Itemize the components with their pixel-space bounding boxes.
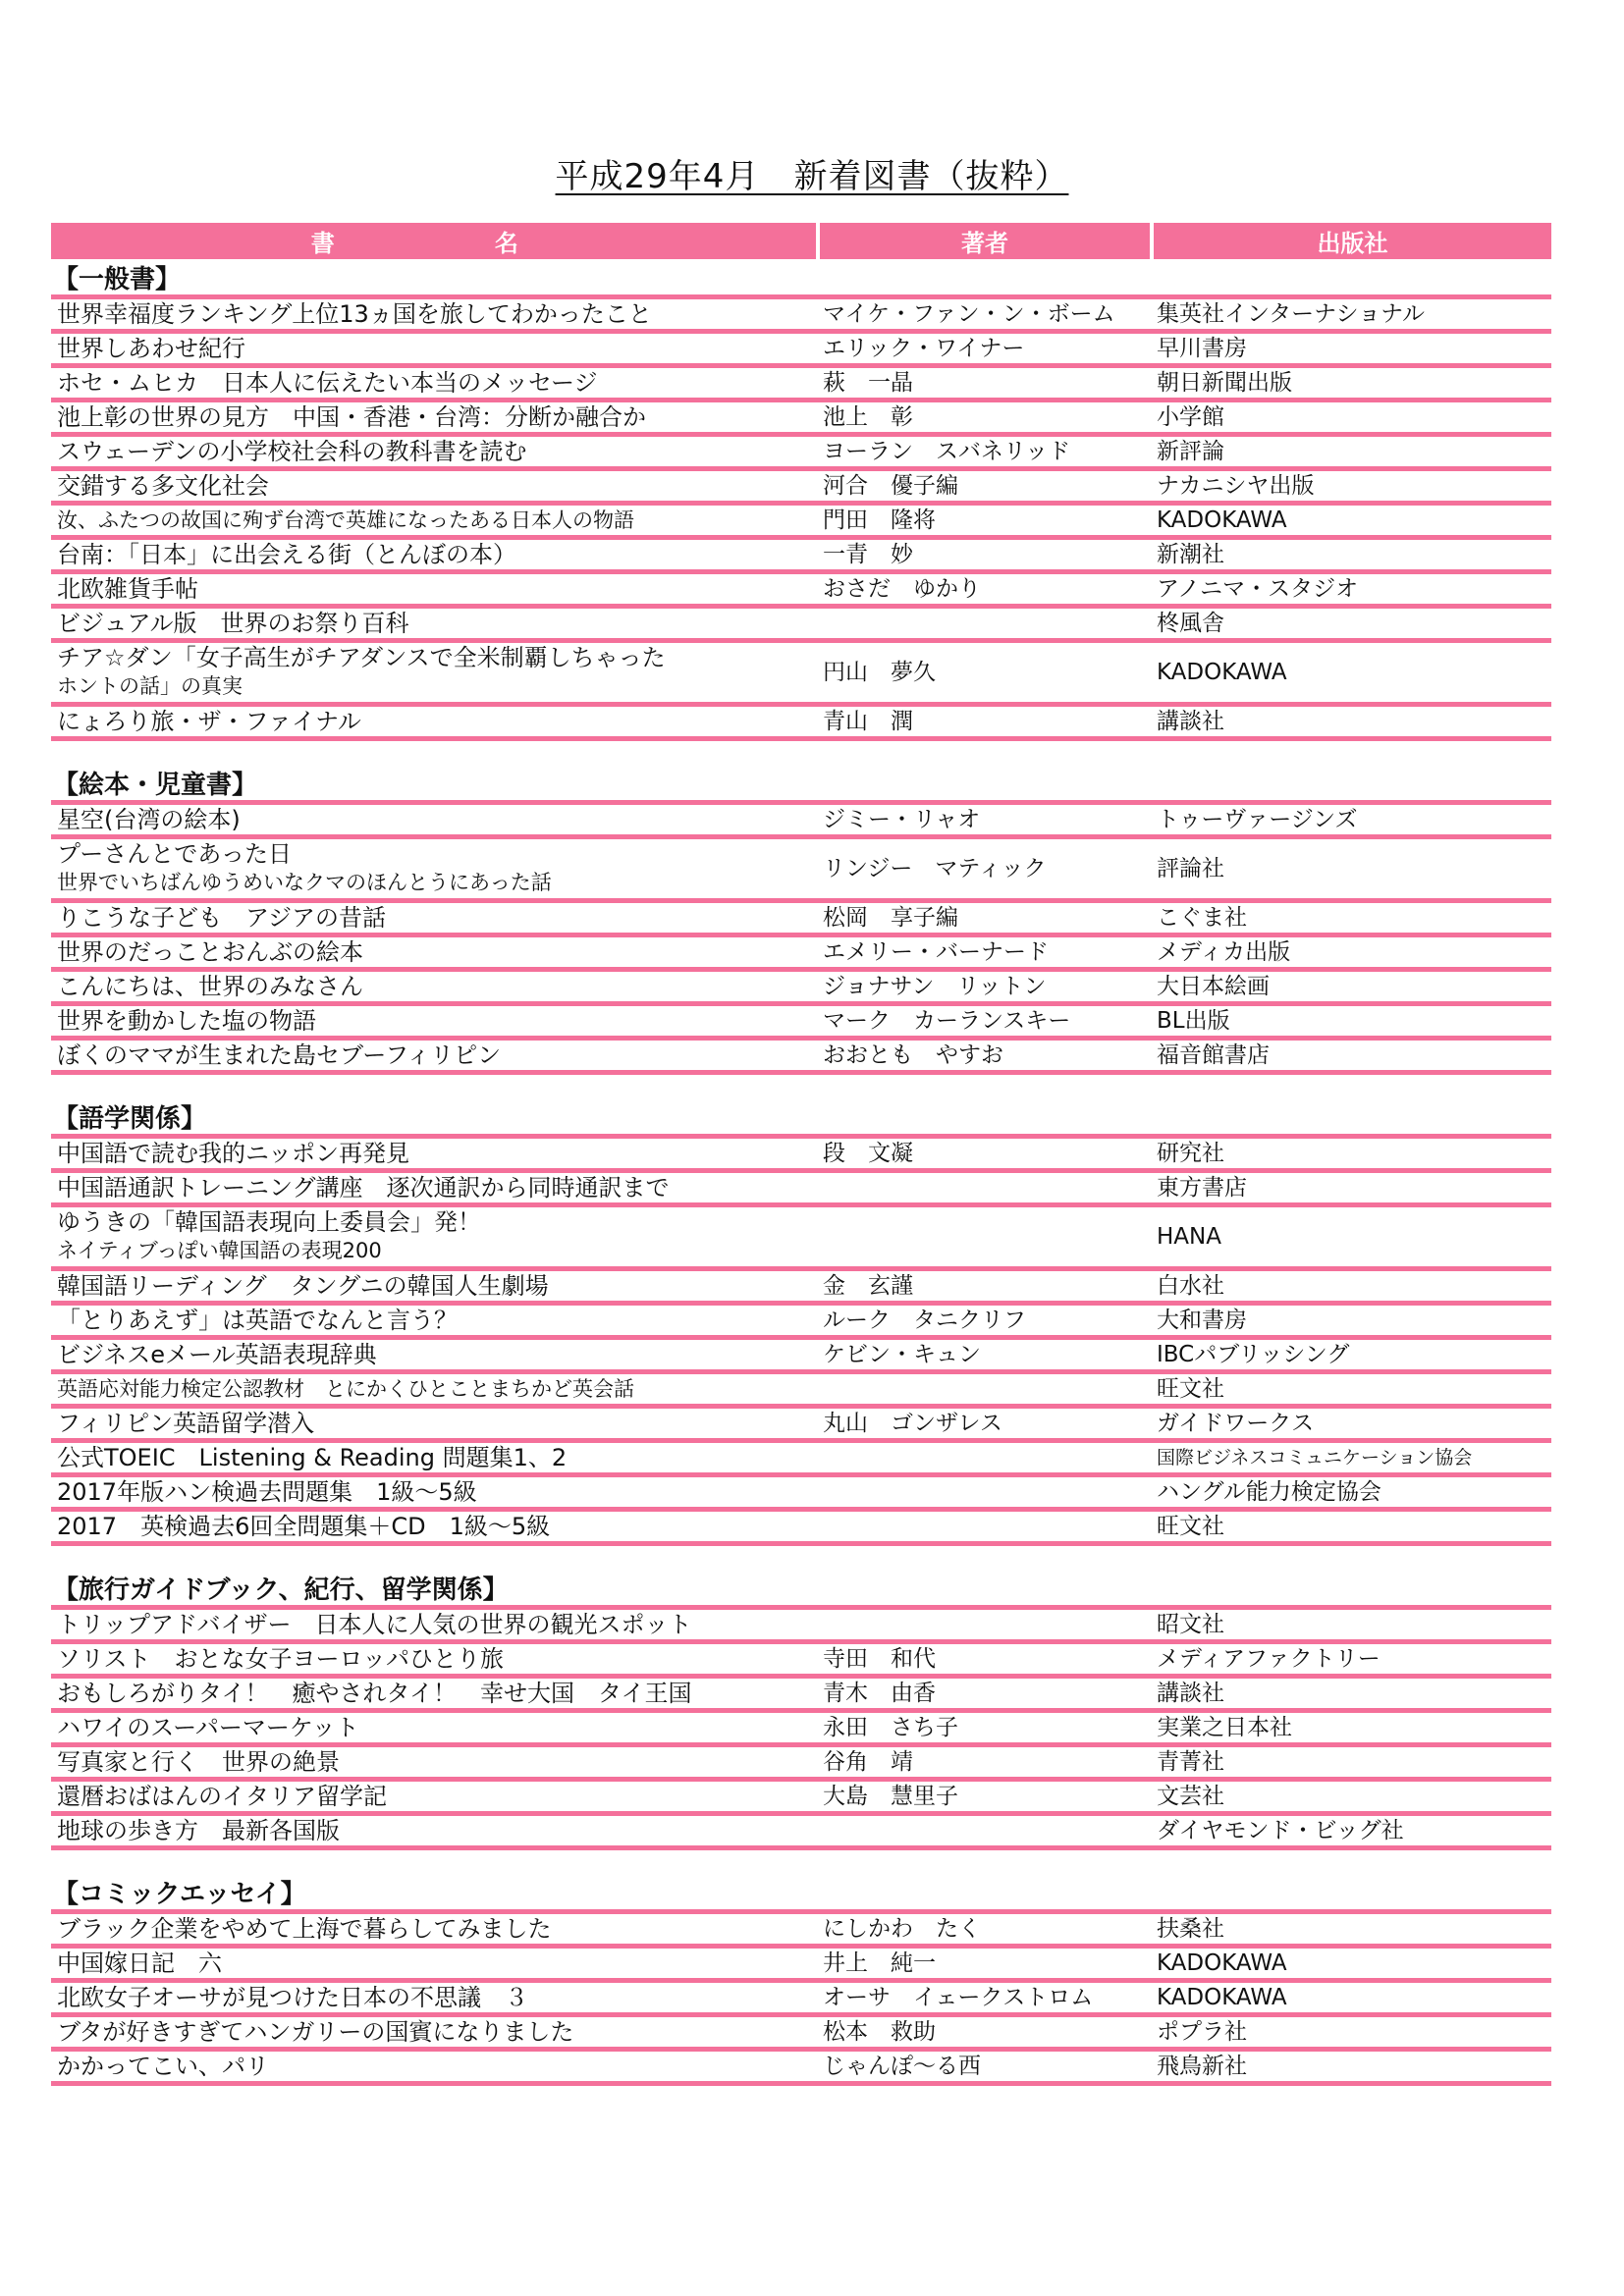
table-row: [51, 1782, 1551, 1816]
book-title-cell: [51, 2018, 817, 2047]
book-title-cell: [51, 1817, 817, 1845]
book-publisher: KADOKAWA: [1157, 507, 1287, 533]
book-title-cell: [51, 1915, 817, 1944]
book-section: [51, 265, 1551, 741]
table-row: [51, 1409, 1551, 1443]
book-title: 英語応対能力検定公認教材 とにかくひとことまちかど英会話: [57, 1376, 634, 1401]
book-publisher: メディアファクトリー: [1157, 1645, 1380, 1672]
table-row: [51, 1983, 1551, 2017]
book-title: りこうな子ども アジアの昔話: [57, 903, 387, 932]
book-title-cell: [51, 610, 817, 638]
book-title: 世界しあわせ紀行: [57, 334, 245, 362]
book-publisher: こぐま社: [1157, 904, 1247, 931]
book-title: 中国嫁日記 六: [57, 1949, 222, 1977]
table-row: [51, 839, 1551, 903]
book-title-cell: [51, 644, 817, 701]
book-title-cell: [51, 973, 817, 1001]
book-title: 池上彰の世界の見方 中国・香港・台湾：分断か融合か: [57, 402, 646, 431]
book-title: ハワイのスーパーマーケット: [57, 1713, 359, 1741]
book-title-cell: [51, 904, 817, 933]
book-title-cell: [51, 2053, 817, 2081]
table-row: [51, 903, 1551, 937]
table-row: [51, 707, 1551, 741]
table-row: [51, 2017, 1551, 2052]
table-row: [51, 334, 1551, 368]
book-title-cell: [51, 335, 817, 363]
book-title: プーさんとであった日: [57, 840, 293, 868]
book-author: おさだ ゆかり: [823, 575, 981, 602]
book-title: 韓国語リーディング タングニの韓国人生劇場: [57, 1271, 549, 1300]
book-title-cell: [51, 300, 817, 329]
book-publisher: 白水社: [1157, 1272, 1224, 1299]
book-title: 世界のだっことおんぶの絵本: [57, 937, 363, 966]
book-title-cell: [51, 938, 817, 967]
book-title-cell: [51, 1272, 817, 1301]
book-title: ホセ・ムヒカ 日本人に伝えたい本当のメッセージ: [57, 368, 598, 397]
book-title: 星空(台湾の絵本): [57, 805, 241, 833]
table-row: [51, 540, 1551, 574]
book-title: ブタが好きすぎてハンガリーの国賓になりました: [57, 2017, 574, 2046]
page-title: [0, 149, 1624, 197]
book-title: ビジネスeメール英語表現辞典: [57, 1340, 377, 1368]
book-publisher: IBCパブリッシング: [1157, 1341, 1350, 1367]
book-title: 中国語通訳トレーニング講座 逐次通訳から同時通訳まで: [57, 1173, 670, 1201]
table-row: [51, 1713, 1551, 1747]
book-title: ビジュアル版 世界のお祭り百科: [57, 609, 409, 637]
book-author: オーサ イェークストロム: [823, 1984, 1094, 2010]
book-author: 大島 慧里子: [823, 1783, 958, 1809]
table-row: [51, 609, 1551, 643]
book-author: マイケ・ファン・ン・ボーム: [823, 300, 1115, 327]
book-author: 永田 さち子: [823, 1714, 958, 1740]
table-row: [51, 805, 1551, 839]
book-author: ケビン・キュン: [823, 1341, 981, 1367]
book-title-cell: [51, 438, 817, 466]
book-title: 中国語で読む我的ニッポン再発見: [57, 1139, 410, 1167]
book-title-cell: [51, 472, 817, 501]
book-author: エメリー・バーナード: [823, 938, 1049, 965]
book-publisher: 文芸社: [1157, 1783, 1224, 1809]
book-publisher: BL出版: [1157, 1007, 1230, 1034]
book-author: 松岡 享子編: [823, 904, 958, 931]
book-table: [51, 223, 1551, 2086]
book-author: 寺田 和代: [823, 1645, 936, 1672]
table-row: [51, 1949, 1551, 1983]
book-publisher: 集英社インターナショナル: [1157, 300, 1426, 327]
book-title-line2: 世界でいちばんゆうめいなクマのほんとうにあった話: [57, 871, 552, 894]
book-author: じゃんぽ～る西: [823, 2053, 981, 2079]
table-row: [51, 471, 1551, 506]
table-header: [51, 223, 1551, 259]
book-publisher: ナカニシヤ出版: [1157, 472, 1315, 499]
book-section: [51, 1104, 1551, 1546]
book-title: ソリスト おとな女子ヨーロッパひとり旅: [57, 1644, 505, 1673]
book-publisher: ポプラ社: [1157, 2018, 1247, 2045]
book-publisher: アノニマ・スタジオ: [1157, 575, 1359, 602]
section-title: 【旅行ガイドブック、紀行、留学関係】: [51, 1575, 1551, 1610]
book-title: 世界を動かした塩の物語: [57, 1006, 316, 1035]
sections-container: [51, 265, 1551, 2086]
table-row: [51, 368, 1551, 402]
book-section: [51, 771, 1551, 1075]
book-title: 北欧女子オーサが見つけた日本の不思議 ３: [57, 1983, 528, 2011]
book-title-cell: [51, 1984, 817, 2012]
book-title: 交錯する多文化社会: [57, 471, 269, 500]
table-row: [51, 972, 1551, 1006]
book-title-cell: [51, 1341, 817, 1369]
section-title: 【絵本・児童書】: [51, 771, 1551, 805]
book-author: 門田 隆将: [823, 507, 936, 533]
book-publisher: 講談社: [1157, 708, 1224, 734]
book-publisher: 実業之日本社: [1157, 1714, 1292, 1740]
section-title: 【コミックエッセイ】: [51, 1880, 1551, 1914]
book-author: 松本 救助: [823, 2018, 936, 2045]
table-row: [51, 1306, 1551, 1340]
book-title-cell: [51, 369, 817, 398]
table-row: [51, 937, 1551, 972]
table-row: [51, 2052, 1551, 2086]
book-author: 萩 一晶: [823, 369, 913, 396]
book-title-cell: [51, 1513, 817, 1541]
table-row: [51, 1512, 1551, 1546]
book-publisher: 評論社: [1157, 855, 1224, 881]
book-title-cell: [51, 1410, 817, 1438]
book-author: ヨーラン スバネリッド: [823, 438, 1071, 464]
book-publisher: 小学館: [1157, 403, 1224, 430]
book-title: ゆうきの「韓国語表現向上委員会」発！: [57, 1208, 481, 1236]
book-publisher: 昭文社: [1157, 1611, 1224, 1637]
book-title: 公式TOEIC Listening & Reading 問題集1、2: [57, 1443, 568, 1471]
book-title-cell: [51, 1375, 817, 1404]
header-author-column: 著者: [820, 223, 1150, 259]
book-title-cell: [51, 1611, 817, 1639]
table-row: [51, 1477, 1551, 1512]
book-title: ブラック企業をやめて上海で暮らしてみました: [57, 1914, 552, 1943]
book-title-line2: ホントの話」の真実: [57, 674, 243, 698]
book-title-cell: [51, 1748, 817, 1777]
book-publisher: 扶桑社: [1157, 1915, 1224, 1942]
book-title: かかってこい、パリ: [57, 2052, 269, 2080]
book-author: 池上 彰: [823, 403, 913, 430]
book-title: チア☆ダン「女子高生がチアダンスで全米制覇しちゃった: [57, 644, 666, 671]
book-title-cell: [51, 1174, 817, 1202]
book-title-cell: [51, 1478, 817, 1507]
book-title: にょろり旅・ザ・ファイナル: [57, 707, 361, 735]
book-title: 2017年版ハン検過去問題集 1級～5級: [57, 1477, 477, 1506]
book-author: おおとも やすお: [823, 1041, 1003, 1068]
book-publisher: 大和書房: [1157, 1307, 1247, 1333]
book-publisher: メディカ出版: [1157, 938, 1291, 965]
table-row: [51, 1271, 1551, 1306]
book-publisher: 東方書店: [1157, 1174, 1247, 1201]
book-publisher: 国際ビジネスコミュニケーション協会: [1157, 1446, 1473, 1468]
book-publisher: KADOKAWA: [1157, 1984, 1287, 2010]
book-title-cell: [51, 1645, 817, 1674]
table-row: [51, 1679, 1551, 1713]
book-title: 写真家と行く 世界の絶景: [57, 1747, 340, 1776]
book-publisher: ガイドワークス: [1157, 1410, 1315, 1436]
table-row: [51, 1644, 1551, 1679]
book-publisher: 早川書房: [1157, 335, 1247, 361]
table-row: [51, 1914, 1551, 1949]
book-publisher: HANA: [1157, 1223, 1221, 1250]
book-author: ジョナサン リットン: [823, 973, 1047, 999]
book-title-cell: [51, 1307, 817, 1335]
book-title: おもしろがりタイ！ 癒やされタイ！ 幸せ大国 タイ王国: [57, 1679, 692, 1707]
book-title-cell: [51, 403, 817, 432]
book-author: 金 玄謹: [823, 1272, 913, 1299]
table-row: [51, 402, 1551, 437]
book-author: 井上 純一: [823, 1949, 936, 1976]
book-title: 北欧雑貨手帖: [57, 574, 198, 603]
book-publisher: 旺文社: [1157, 1513, 1224, 1539]
table-row: [51, 437, 1551, 471]
book-publisher: 講談社: [1157, 1680, 1224, 1706]
book-title: 汝、ふたつの故国に殉ず台湾で英雄になったある日本人の物語: [57, 507, 634, 532]
book-title: こんにちは、世界のみなさん: [57, 972, 363, 1000]
book-title: フィリピン英語留学潜入: [57, 1409, 315, 1437]
book-title: 台南：「日本」に出会える街（とんぼの本）: [57, 540, 516, 568]
table-row: [51, 299, 1551, 334]
book-publisher: KADOKAWA: [1157, 1949, 1287, 1976]
book-title-cell: [51, 1041, 817, 1070]
book-publisher: 大日本絵画: [1157, 973, 1270, 999]
book-title-cell: [51, 541, 817, 569]
book-title-cell: [51, 806, 817, 834]
section-title: 【語学関係】: [51, 1104, 1551, 1139]
book-publisher: 朝日新聞出版: [1157, 369, 1292, 396]
page-title-text: 平成29年4月 新着図書（抜粋）: [555, 157, 1069, 196]
book-publisher: 柊風舎: [1157, 610, 1224, 636]
book-section: [51, 1880, 1551, 2086]
book-publisher: 新評論: [1157, 438, 1224, 464]
book-publisher: 研究社: [1157, 1140, 1224, 1166]
book-author: リンジー マティック: [823, 855, 1047, 881]
book-title: 2017 英検過去6回全問題集＋CD 1級～5級: [57, 1512, 551, 1540]
book-publisher: KADOKAWA: [1157, 659, 1287, 685]
book-title-cell: [51, 507, 817, 535]
table-row: [51, 643, 1551, 707]
table-row: [51, 1173, 1551, 1207]
book-author: 河合 優子編: [823, 472, 958, 499]
book-title: ぼくのママが生まれた島セブーフィリピン: [57, 1041, 502, 1069]
book-title: 還暦おばはんのイタリア留学記: [57, 1782, 387, 1810]
table-row: [51, 1139, 1551, 1173]
book-author: ジミー・リャオ: [823, 806, 981, 832]
book-title: 地球の歩き方 最新各国版: [57, 1816, 340, 1844]
table-row: [51, 1443, 1551, 1477]
book-author: 段 文凝: [823, 1140, 913, 1166]
book-title-cell: [51, 1208, 817, 1265]
book-title-line2: ネイティブっぽい韓国語の表現200: [57, 1239, 382, 1262]
table-row: [51, 506, 1551, 540]
book-publisher: ダイヤモンド・ビッグ社: [1157, 1817, 1404, 1843]
table-row: [51, 574, 1551, 609]
book-author: 一青 妙: [823, 541, 913, 567]
book-title-cell: [51, 1680, 817, 1708]
book-title-cell: [51, 1444, 817, 1472]
book-author: にしかわ たく: [823, 1915, 981, 1942]
table-row: [51, 1207, 1551, 1271]
book-title-cell: [51, 840, 817, 897]
book-title: トリップアドバイザー 日本人に人気の世界の観光スポット: [57, 1610, 692, 1638]
book-title: スウェーデンの小学校社会科の教科書を読む: [57, 437, 527, 465]
header-publisher-column: 出版社: [1154, 223, 1551, 259]
book-publisher: 飛鳥新社: [1157, 2053, 1247, 2079]
book-author: 青山 潤: [823, 708, 913, 734]
table-row: [51, 1340, 1551, 1374]
book-title-cell: [51, 1714, 817, 1742]
table-row: [51, 1610, 1551, 1644]
table-row: [51, 1006, 1551, 1041]
book-author: 丸山 ゴンザレス: [823, 1410, 1002, 1436]
book-title-cell: [51, 575, 817, 604]
book-publisher: 青菁社: [1157, 1748, 1224, 1775]
book-title-cell: [51, 1783, 817, 1811]
book-title-cell: [51, 1007, 817, 1036]
book-publisher: 福音館書店: [1157, 1041, 1270, 1068]
book-publisher: ハングル能力検定協会: [1157, 1478, 1381, 1505]
book-title: 「とりあえず」は英語でなんと言う？: [57, 1306, 458, 1334]
table-row: [51, 1747, 1551, 1782]
book-publisher: 新潮社: [1157, 541, 1224, 567]
book-author: 円山 夢久: [823, 659, 936, 685]
book-section: [51, 1575, 1551, 1850]
book-title-cell: [51, 708, 817, 736]
header-title-column: 書 名: [51, 223, 816, 259]
book-author: ルーク タニクリフ: [823, 1307, 1026, 1333]
book-author: エリック・ワイナー: [823, 335, 1025, 361]
book-author: マーク カーランスキー: [823, 1007, 1071, 1034]
table-row: [51, 1041, 1551, 1075]
book-author: 谷角 靖: [823, 1748, 913, 1775]
table-row: [51, 1816, 1551, 1850]
section-title: 【一般書】: [51, 265, 1551, 299]
book-title-cell: [51, 1140, 817, 1168]
book-publisher: 旺文社: [1157, 1375, 1224, 1402]
book-title-cell: [51, 1949, 817, 1978]
book-title: 世界幸福度ランキング上位13ヵ国を旅してわかったこと: [57, 299, 652, 328]
book-author: 青木 由香: [823, 1680, 936, 1706]
table-row: [51, 1374, 1551, 1409]
book-publisher: トゥーヴァージンズ: [1157, 806, 1358, 832]
